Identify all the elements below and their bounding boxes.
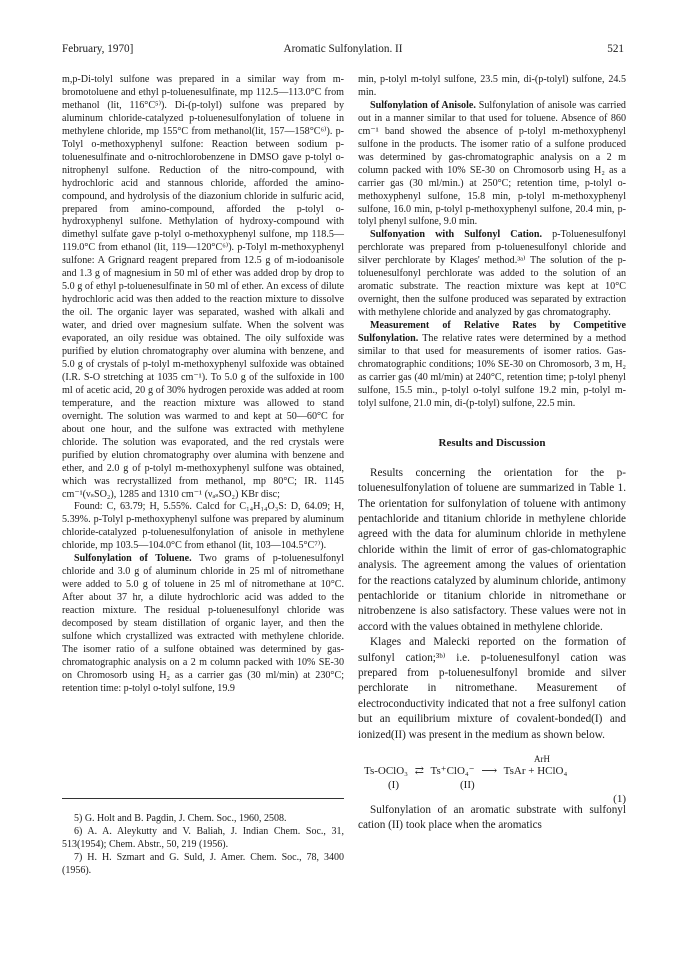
equilibrium-arrow-icon: ⇄ bbox=[414, 765, 424, 778]
section-title: Results and Discussion bbox=[438, 436, 546, 449]
equation-label: (I) bbox=[388, 779, 399, 792]
paragraph-heading: Sulfonyation with Sulfonyl Cation. bbox=[370, 229, 542, 241]
paragraph bbox=[62, 553, 344, 695]
paragraph bbox=[358, 229, 626, 320]
equation-product: TsAr + HClO₄ bbox=[503, 765, 568, 778]
footnote: 7) H. H. Szmart and G. Suld, J. Amer. Chem. Soc., 78, 3400 (1956). bbox=[62, 851, 344, 876]
paragraph-body: Sulfonylation of anisole was carried out in a manner similar to that used for toluene. Absence of 860 cm⁻¹ band showed the absence of p-tolyl m-methoxyphenyl sulfone in the products. The isomer ratio of a sulfone produced was determined by gas-chromatographic analysis on a 2 m column packed with 10% SE-30 on Chromosorb using H₂ as a carrier gas (30 ml/min.) at 250°C; retention time, p-tolyl o-methoxyphenyl sulfone, 15.8 min, p-tolyl m-methoxyphenyl sulfone, 16.0 min, p-tolyl p-methoxyphenyl sulfone, 20.4 min, p-tolyl phenyl sulfone, 9.0 min. bbox=[358, 99, 626, 228]
right-column bbox=[358, 74, 626, 834]
paragraph-body: p-Toluenesulfonyl perchlorate was prepared from p-toluenesulfonyl chloride and silver perchlorate by Klages' method.³ᵃ⁾ The solution of the p-toluenesulfonyl perchlorate was added to the solution of an aromatic substrate. The reaction mixture was kept at 10°C overnight, then the sulfone produced was separated by extraction with methylene chloride and analyzed by gas chromatography. bbox=[358, 229, 626, 319]
paragraph: Found: C, 63.79; H, 5.55%. Calcd for C₁₄H₁₄O₃S: D, 64.09; H, 5.39%. p-Tolyl p-methoxyphenyl sulfone was prepared by aluminum chloride-catalyzed p-toluenesulfonylation of anisole in methylene chloride, mp 103.5—104.0°C from ethanol (lit, 103—104.5°C⁷⁾). bbox=[62, 501, 344, 552]
paragraph-body: The relative rates were determined by a method similar to that used for measurements of isomer ratios. Gas-chromatographic conditions; 10% SE-30 on Chromosorb, 3 m, H₂ as carrier gas (40 ml/min) at 240°C, retention time; p-tolyl phenyl sulfone, 15.5 min., p-tolyl o-tolyl sulfone 19.2 min, p-tolyl m-tolyl sulfone, 21.0 min, di-(p-tolyl) sulfone, 22.5 min. bbox=[358, 333, 626, 409]
paragraph: Sulfonylation of an aromatic substrate with sulfonyl cation (II) took place when the aromatics bbox=[358, 804, 626, 832]
paragraph: m,p-Di-tolyl sulfone was prepared in a similar way from m-bromotoluene and ethyl p-toluenesulfinate, mp 112.5—113.0°C from methanol (lit, 116°C⁵⁾). Di-(p-tolyl) sulfone was prepared by aluminum chloride-catalyzed p-toluenesulfonylation of toluene in methylene chloride, mp 155°C from methanol(lit, 157—158°C⁶⁾). p-Tolyl o-methoxyphenyl sulfone: Reaction between sodium p-toluenesulfinate and o-nitrochlorobenzene in DMSO gave p-tolyl o-nitrophenyl sulfone. Reduction of the nitro-compound, with hydrochloric acid and stannous chloride, afforded the amino-compound, and hydrolysis of the diazonium chloride in sulfuric acid, prepared from amino-compound, afforded the p-tolyl o-hydroxyphenyl sulfone. Methylation of hydroxy-compound with dimethyl sulfate gave p-tolyl o-methoxyphenyl sulfone, mp 118.5—119.0°C from ethanol (lit, 119—120°C⁶⁾). p-Tolyl m-methoxyphenyl sulfone: A Grignard reagent prepared from 12.5 g of m-iodoanisole and 1.3 g of magnesium in 50 ml of ether was added drop by drop to 5.0 g of ethyl p-toluenesulfinate in 50 ml of ether. An excess of dilute hydrochloric acid was then added to the reaction mixture to dissolve the oil. The organic layer was separated, washed with alkali and water, and dried over magnesium sulfate. When the solvent was evaporated, an oily residue was obtained. The oily sulfoxide was purified by elution chromatography over alumina with benzene, and 5.0 g of crystals of p-tolyl m-methoxyphenyl sulfoxide was obtained (I.R. S-O stretching at 1035 cm⁻¹). To 5.0 g of the sulfoxide in 100 ml of acetic acid, 20 g of 30% hydrogen peroxide was added at room temperature, and the reaction mixture was allowed to stand overnight. The solution was warmed to and kept at 50—60°C for about one hour, and the sulfone was extracted with methylene chloride. The solution was evaporated, and the red crystals were purified by elution chromatography over alumina with benzene and ether, and 2.0 g of p-tolyl m-methoxyphenyl sulfone was obtained, which was recrystallized from methanol, mp 80°C; IR. 1145 cm⁻¹(νₛSO₂), 1285 and 1310 cm⁻¹ (νₐₛSO₂) KBr disc; bbox=[62, 74, 344, 500]
footnote: 5) G. Holt and B. Pagdin, J. Chem. Soc., 1960, 2508. bbox=[74, 813, 287, 824]
running-title: Aromatic Sulfonylation. II bbox=[283, 43, 403, 55]
footnotes bbox=[62, 798, 344, 878]
paragraph-heading: Sulfonylation of Anisole. bbox=[370, 99, 476, 111]
page-header bbox=[62, 40, 624, 58]
page-number: 521 bbox=[607, 43, 624, 55]
equation-reagent: ArH bbox=[534, 754, 550, 765]
left-column bbox=[62, 74, 344, 696]
equation-reactant: Ts-OClO₃ bbox=[364, 765, 409, 778]
footnote: 6) A. A. Aleykutty and V. Baliah, J. Indian Chem. Soc., 31, 513(1954); Chem. Abstr., 50, 219 (1956). bbox=[62, 825, 344, 850]
paragraph bbox=[358, 100, 626, 230]
journal-date: February, 1970] bbox=[62, 43, 134, 55]
chemical-equation bbox=[358, 753, 626, 806]
paragraph: Results concerning the orientation for the p-toluenesulfonylation of toluene are summarized in Table 1. The orientation for sulfonylation of toluene with antimony pentachloride and titanium chloride in methylene chloride agreed with the data for aluminum chloride in methylene chloride within the limit of error of gas-chlomatographic analysis. The agreement among the values of orientation for the reactions catalyzed by aluminum chloride, antimony pentachloride or titanium chloride in nitromethane or nitrobenzene is also satisfactory. These values were not in accord with the values obtained in methylene chloride. bbox=[358, 466, 626, 633]
equation-line bbox=[364, 765, 567, 778]
paragraph: min, p-tolyl m-tolyl sulfone, 23.5 min, di-(p-tolyl) sulfone, 24.5 min. bbox=[358, 74, 626, 98]
paragraph-heading: Measurement of Relative Rates by Competitive Sulfonylation. bbox=[358, 320, 626, 345]
equation-intermediate: Ts⁺ClO₄⁻ bbox=[430, 765, 475, 778]
equation-label: (II) bbox=[460, 779, 475, 792]
reaction-arrow-icon: ⟶ bbox=[481, 765, 498, 778]
paragraph-heading: Sulfonylation of Toluene. bbox=[74, 553, 192, 565]
equation-number: (1) bbox=[613, 793, 626, 806]
paragraph: Klages and Malecki reported on the formation of sulfonyl cation;³ᵇ⁾ i.e. p-toluenesulfonyl cation was prepared from p-toluenesulfonyl bromide and silver perchlorate in nitromethane. Measurement of electroconductivity indicated that not a free sulfonyl cation but an equilibrium mixture of covalent-bonded(I) and ionized(II) was present in the medium as shown below. bbox=[358, 636, 626, 741]
paragraph bbox=[358, 320, 626, 411]
paragraph-body: Two grams of p-toluenesulfonyl chloride and 3.0 g of aluminum chloride in 25 ml of nitromethane were added to 5.0 g of toluene in 25 ml of nitromethane at 10°C. After about 37 hr, a dilute hydrochloric acid was added to the reaction mixture. The residual p-toluenesulfonyl chloride was decomposed by steam distillation of organic layer, and then the sulfone which crystallized was extracted with methylene chloride. The isomer ratio of a sulfone obtained was determined by gas-chromatographic analysis on a 2 m column packed with 10% SE-30 on Chromosorb using H₂ as a carrier gas (30 ml/min) at 230°C; retention time: p-tolyl o-tolyl sulfone, 19.9 bbox=[62, 553, 344, 694]
